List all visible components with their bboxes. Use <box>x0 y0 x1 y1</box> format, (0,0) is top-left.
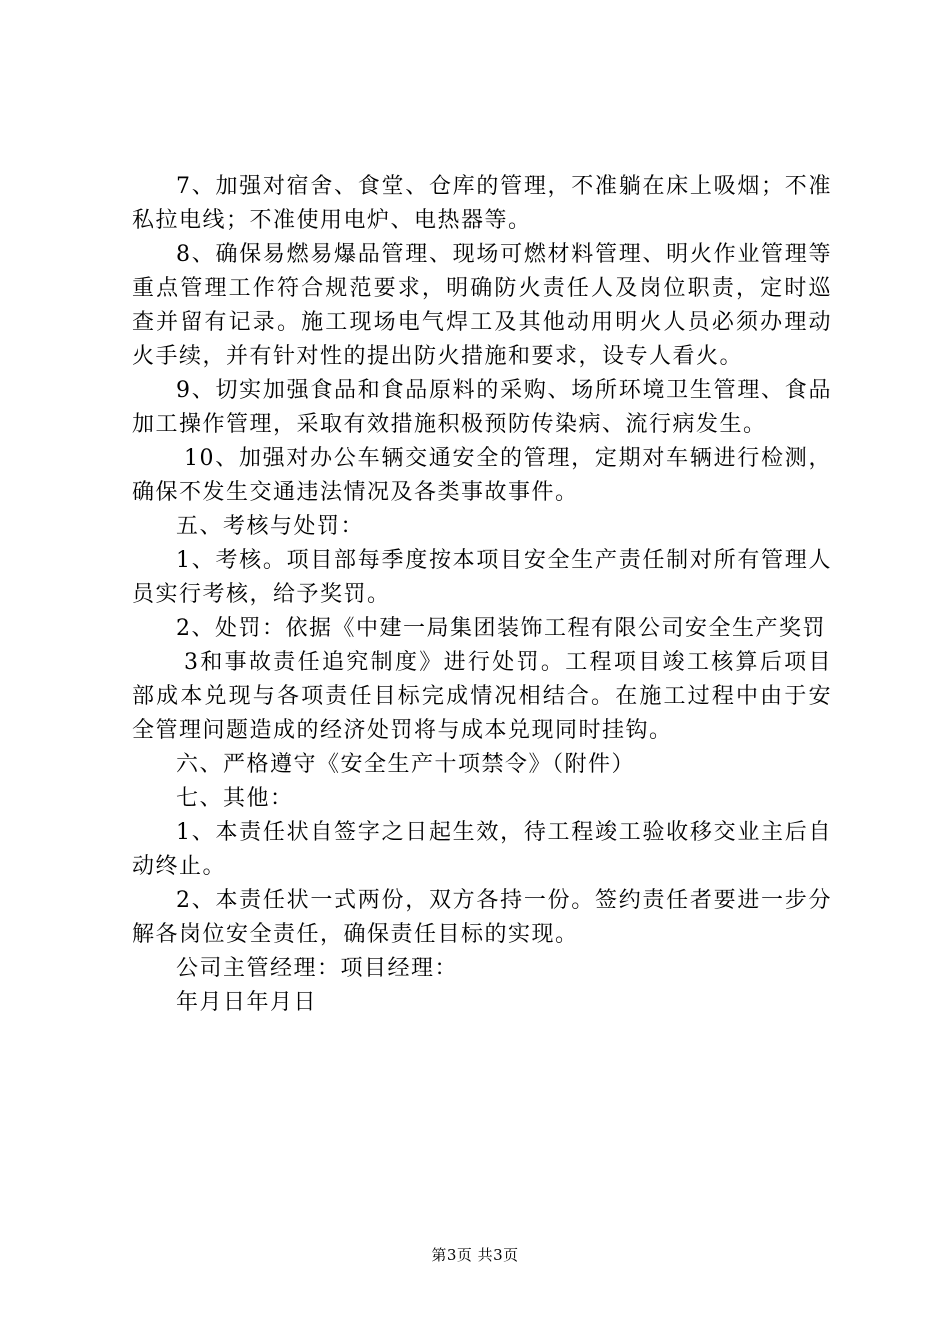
paragraph-item-10: 10、加强对办公车辆交通安全的管理，定期对车辆进行检测，确保不发生交通违法情况及各类事故事件。 <box>132 446 832 505</box>
paragraph-penalty: 2、处罚：依据《中建一局集团装饰工程有限公司安全生产奖罚 <box>176 616 826 641</box>
paragraph-effective-term: 1、本责任状自签字之日起生效，待工程竣工验收移交业主后自动终止。 <box>132 820 832 879</box>
page-number-footer: 第3页 共3页 <box>431 1246 519 1264</box>
paragraph-item-8: 8、确保易燃易爆品管理、现场可燃材料管理、明火作业管理等重点管理工作符合规范要求，明确防火责任人及岗位职责，定时巡查并留有记录。施工现场电气焊工及其他动用明火人员必须办理动火手续，并有针对性的提出防火措施和要求，设专人看火。 <box>132 242 832 369</box>
paragraph-item-9: 9、切实加强食品和食品原料的采购、场所环境卫生管理、食品加工操作管理，采取有效措施积极预防传染病、流行病发生。 <box>132 378 832 437</box>
paragraph-assessment: 1、考核。项目部每季度按本项目安全生产责任制对所有管理人员实行考核，给予奖罚。 <box>132 548 832 607</box>
paragraph-item-7: 7、加强对宿舍、食堂、仓库的管理，不准躺在床上吸烟；不准私拉电线；不准使用电炉、电热器等。 <box>132 174 832 233</box>
document-body <box>132 170 832 1020</box>
paragraph-penalty-continued: 3和事故责任追究制度》进行处罚。工程项目竣工核算后项目部成本兑现与各项责任目标完成情况相结合。在施工过程中由于安全管理问题造成的经济处罚将与成本兑现同时挂钩。 <box>132 650 832 743</box>
paragraph-copies: 2、本责任状一式两份，双方各持一份。签约责任者要进一步分解各岗位安全责任，确保责任目标的实现。 <box>132 888 832 947</box>
section-heading-assessment: 五、考核与处罚： <box>176 514 365 539</box>
section-heading-prohibitions: 六、严格遵守《安全生产十项禁令》（附件） <box>176 752 636 777</box>
date-line: 年月日年月日 <box>176 990 318 1015</box>
signature-line: 公司主管经理：项目经理： <box>176 956 459 981</box>
section-heading-other: 七、其他： <box>176 786 294 811</box>
